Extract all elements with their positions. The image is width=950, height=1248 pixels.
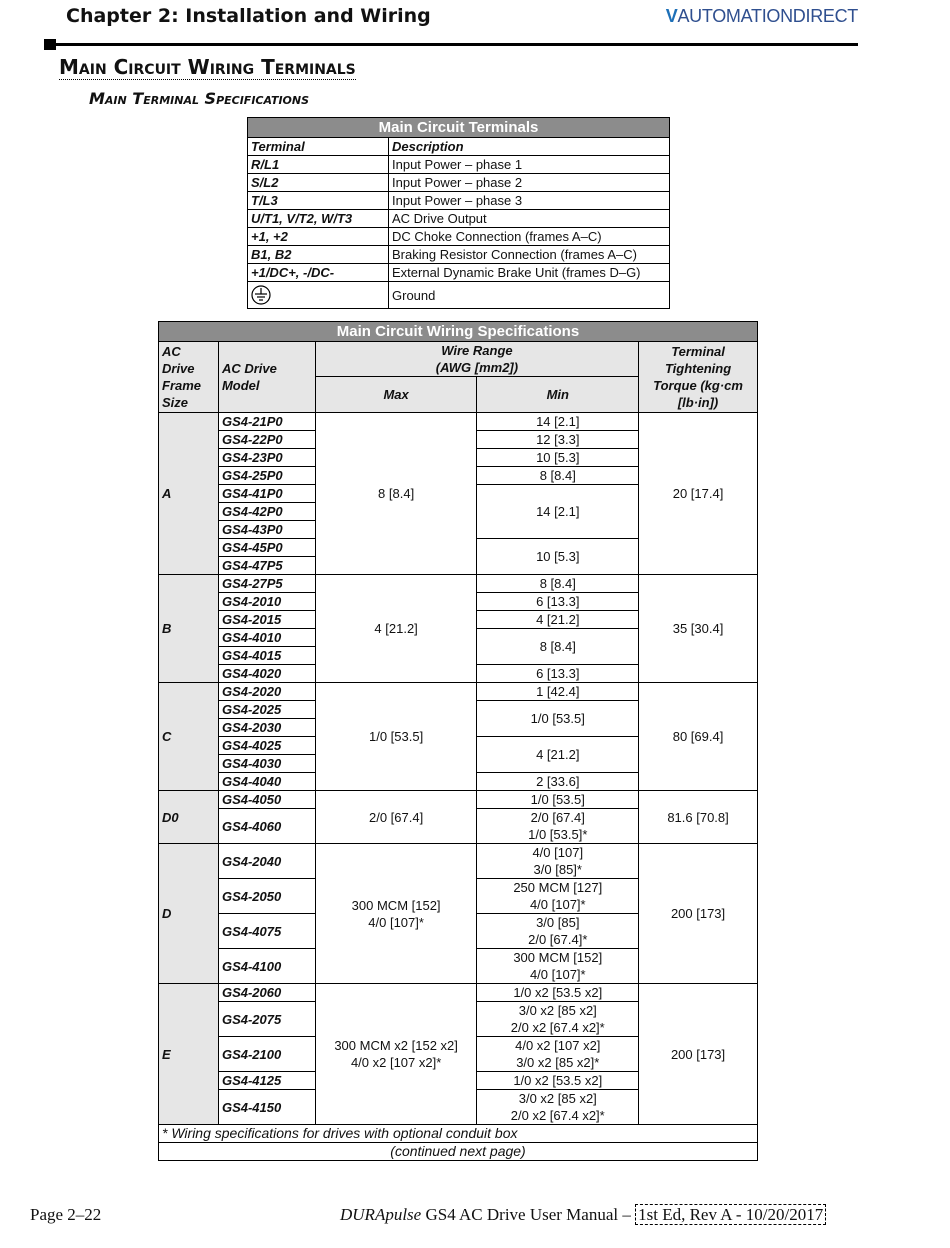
- min-cell: 6 [13.3]: [477, 665, 639, 683]
- min-cell: 4 [21.2]: [477, 611, 639, 629]
- continued-note: (continued next page): [159, 1143, 758, 1161]
- min-cell: [477, 1037, 639, 1072]
- col-max-header: Max: [315, 377, 477, 413]
- model-cell: GS4-41P0: [218, 485, 315, 503]
- table-row: [159, 575, 758, 593]
- min-cell: [477, 844, 639, 879]
- table-row: [159, 413, 758, 431]
- edition-label: 1st Ed, Rev A - 10/20/2017: [635, 1204, 826, 1225]
- model-cell: GS4-4030: [218, 755, 315, 773]
- min-cell: 10 [5.3]: [477, 539, 639, 575]
- min-cell: 1/0 [53.5]: [477, 701, 639, 737]
- wiring-specifications-table: [158, 321, 758, 1161]
- description-cell: Braking Resistor Connection (frames A–C): [389, 246, 670, 264]
- table-row: [159, 844, 758, 879]
- table-row: [248, 156, 670, 174]
- min-line: 1/0 [53.5]*: [528, 827, 588, 842]
- model-cell: GS4-2060: [218, 984, 315, 1002]
- model-cell: GS4-42P0: [218, 503, 315, 521]
- model-cell: GS4-2050: [218, 879, 315, 914]
- col-min-header: Min: [477, 377, 639, 413]
- min-line: 3/0 [85]: [536, 915, 580, 930]
- min-cell: [477, 1002, 639, 1037]
- max-line: 4/0 x2 [107 x2]*: [350, 1055, 442, 1070]
- model-cell: GS4-4125: [218, 1072, 315, 1090]
- col-torque-header: Terminal Tightening Torque (kg·cm [lb·in]): [639, 342, 758, 413]
- wire-range-label: Wire Range: [441, 343, 513, 358]
- col-frame-header: AC Drive Frame Size: [159, 342, 219, 413]
- description-cell: AC Drive Output: [389, 210, 670, 228]
- description-cell: DC Choke Connection (frames A–C): [389, 228, 670, 246]
- model-cell: GS4-4015: [218, 647, 315, 665]
- model-cell: GS4-27P5: [218, 575, 315, 593]
- min-line: 2/0 [67.4]: [530, 810, 585, 825]
- description-cell: Input Power – phase 2: [389, 174, 670, 192]
- model-cell: GS4-2040: [218, 844, 315, 879]
- model-cell: GS4-2010: [218, 593, 315, 611]
- ground-icon: [251, 285, 271, 305]
- table-row: [159, 984, 758, 1002]
- wiring-caption: Main Circuit Wiring Specifications: [159, 322, 758, 342]
- terminal-cell: T/L3: [248, 192, 389, 210]
- min-cell: 1/0 [53.5]: [477, 791, 639, 809]
- min-cell: [477, 809, 639, 844]
- model-cell: GS4-25P0: [218, 467, 315, 485]
- terminal-cell: [248, 282, 389, 309]
- min-cell: 1/0 x2 [53.5 x2]: [477, 1072, 639, 1090]
- min-line: 2/0 [67.4]*: [528, 932, 588, 947]
- frame-cell: D0: [159, 791, 219, 844]
- min-line: 3/0 x2 [85 x2]: [518, 1003, 597, 1018]
- frame-cell: C: [159, 683, 219, 791]
- model-cell: GS4-4075: [218, 914, 315, 949]
- model-cell: GS4-2075: [218, 1002, 315, 1037]
- min-cell: [477, 879, 639, 914]
- min-cell: 14 [2.1]: [477, 485, 639, 539]
- table-row: [159, 791, 758, 809]
- model-cell: GS4-22P0: [218, 431, 315, 449]
- min-cell: 8 [8.4]: [477, 575, 639, 593]
- model-cell: GS4-2030: [218, 719, 315, 737]
- description-cell: External Dynamic Brake Unit (frames D–G): [389, 264, 670, 282]
- min-cell: 12 [3.3]: [477, 431, 639, 449]
- min-line: 3/0 x2 [85 x2]: [518, 1091, 597, 1106]
- min-cell: [477, 1090, 639, 1125]
- product-name: DURApulse: [340, 1205, 422, 1224]
- min-line: 4/0 x2 [107 x2]: [515, 1038, 601, 1053]
- terminal-cell: U/T1, V/T2, W/T3: [248, 210, 389, 228]
- model-cell: GS4-4100: [218, 949, 315, 984]
- torque-cell: 81.6 [70.8]: [639, 791, 758, 844]
- min-line: 4/0 [107]*: [529, 967, 586, 982]
- terminal-cell: +1/DC+, -/DC-: [248, 264, 389, 282]
- min-line: 4/0 [107]: [532, 845, 584, 860]
- model-cell: GS4-4025: [218, 737, 315, 755]
- automationdirect-logo: [666, 6, 858, 27]
- main-circuit-terminals-table: [247, 117, 670, 309]
- table-row: [248, 210, 670, 228]
- terminal-cell: +1, +2: [248, 228, 389, 246]
- terminal-cell: S/L2: [248, 174, 389, 192]
- terminals-caption: Main Circuit Terminals: [248, 118, 670, 138]
- terminal-cell: R/L1: [248, 156, 389, 174]
- subsection-title: Main Terminal Specifications: [89, 89, 310, 108]
- min-line: 4/0 [107]*: [529, 897, 586, 912]
- model-cell: GS4-23P0: [218, 449, 315, 467]
- table-row: [248, 174, 670, 192]
- min-cell: 8 [8.4]: [477, 467, 639, 485]
- min-cell: [477, 914, 639, 949]
- description-cell: Input Power – phase 1: [389, 156, 670, 174]
- table-row: [248, 192, 670, 210]
- model-cell: GS4-4150: [218, 1090, 315, 1125]
- model-cell: GS4-4060: [218, 809, 315, 844]
- table-row: [248, 228, 670, 246]
- table-row: [248, 246, 670, 264]
- frame-cell: E: [159, 984, 219, 1125]
- model-cell: GS4-47P5: [218, 557, 315, 575]
- model-cell: GS4-2025: [218, 701, 315, 719]
- model-cell: GS4-4020: [218, 665, 315, 683]
- model-cell: GS4-2100: [218, 1037, 315, 1072]
- table-row: [248, 282, 670, 309]
- logo-v-icon: V: [665, 6, 678, 26]
- model-cell: GS4-21P0: [218, 413, 315, 431]
- description-cell: Input Power – phase 3: [389, 192, 670, 210]
- model-cell: GS4-45P0: [218, 539, 315, 557]
- min-cell: 4 [21.2]: [477, 737, 639, 773]
- torque-cell: 200 [173]: [639, 844, 758, 984]
- model-cell: GS4-4010: [218, 629, 315, 647]
- model-cell: GS4-43P0: [218, 521, 315, 539]
- min-line: 300 MCM [152]: [513, 950, 603, 965]
- min-cell: 2 [33.6]: [477, 773, 639, 791]
- col-terminal-header: Terminal: [248, 138, 389, 156]
- frame-cell: A: [159, 413, 219, 575]
- page-number: Page 2–22: [30, 1205, 102, 1224]
- min-cell: 6 [13.3]: [477, 593, 639, 611]
- table-row: [159, 683, 758, 701]
- max-line: 300 MCM x2 [152 x2]: [334, 1038, 458, 1053]
- table-row: [248, 264, 670, 282]
- model-cell: GS4-2015: [218, 611, 315, 629]
- min-cell: 1/0 x2 [53.5 x2]: [477, 984, 639, 1002]
- model-cell: GS4-4040: [218, 773, 315, 791]
- max-cell: 1/0 [53.5]: [315, 683, 477, 791]
- table-footnote: * Wiring specifications for drives with optional conduit box: [159, 1125, 758, 1143]
- max-cell: 4 [21.2]: [315, 575, 477, 683]
- section-title: Main Circuit Wiring Terminals: [59, 55, 356, 79]
- col-description-header: Description: [389, 138, 670, 156]
- min-line: 250 MCM [127]: [513, 880, 603, 895]
- chapter-heading: Chapter 2: Installation and Wiring: [66, 5, 431, 27]
- min-cell: 8 [8.4]: [477, 629, 639, 665]
- min-cell: 10 [5.3]: [477, 449, 639, 467]
- max-cell: [315, 984, 477, 1125]
- torque-cell: 80 [69.4]: [639, 683, 758, 791]
- header-rule: [44, 43, 858, 46]
- max-cell: [315, 844, 477, 984]
- frame-cell: D: [159, 844, 219, 984]
- min-line: 3/0 [85]*: [533, 862, 582, 877]
- description-cell: Ground: [389, 282, 670, 309]
- frame-cell: B: [159, 575, 219, 683]
- torque-cell: 20 [17.4]: [639, 413, 758, 575]
- min-line: 3/0 x2 [85 x2]*: [516, 1055, 600, 1070]
- min-cell: 14 [2.1]: [477, 413, 639, 431]
- model-cell: GS4-4050: [218, 791, 315, 809]
- max-cell: 2/0 [67.4]: [315, 791, 477, 844]
- max-line: 300 MCM [152]: [351, 897, 441, 913]
- manual-name: GS4 AC Drive User Manual –: [421, 1205, 636, 1224]
- torque-cell: 200 [173]: [639, 984, 758, 1125]
- wire-units-label: (AWG [mm2]): [435, 360, 519, 375]
- col-wire-range-header: [315, 342, 638, 377]
- max-line: 4/0 [107]*: [368, 914, 424, 930]
- footer-manual-title: [340, 1205, 826, 1225]
- col-model-header: AC Drive Model: [218, 342, 315, 413]
- min-line: 2/0 x2 [67.4 x2]*: [510, 1108, 605, 1123]
- model-cell: GS4-2020: [218, 683, 315, 701]
- max-cell: 8 [8.4]: [315, 413, 477, 575]
- min-line: 2/0 x2 [67.4 x2]*: [510, 1020, 605, 1035]
- logo-text: AUTOMATIONDIRECT: [677, 6, 858, 26]
- min-cell: [477, 949, 639, 984]
- torque-cell: 35 [30.4]: [639, 575, 758, 683]
- min-cell: 1 [42.4]: [477, 683, 639, 701]
- terminal-cell: B1, B2: [248, 246, 389, 264]
